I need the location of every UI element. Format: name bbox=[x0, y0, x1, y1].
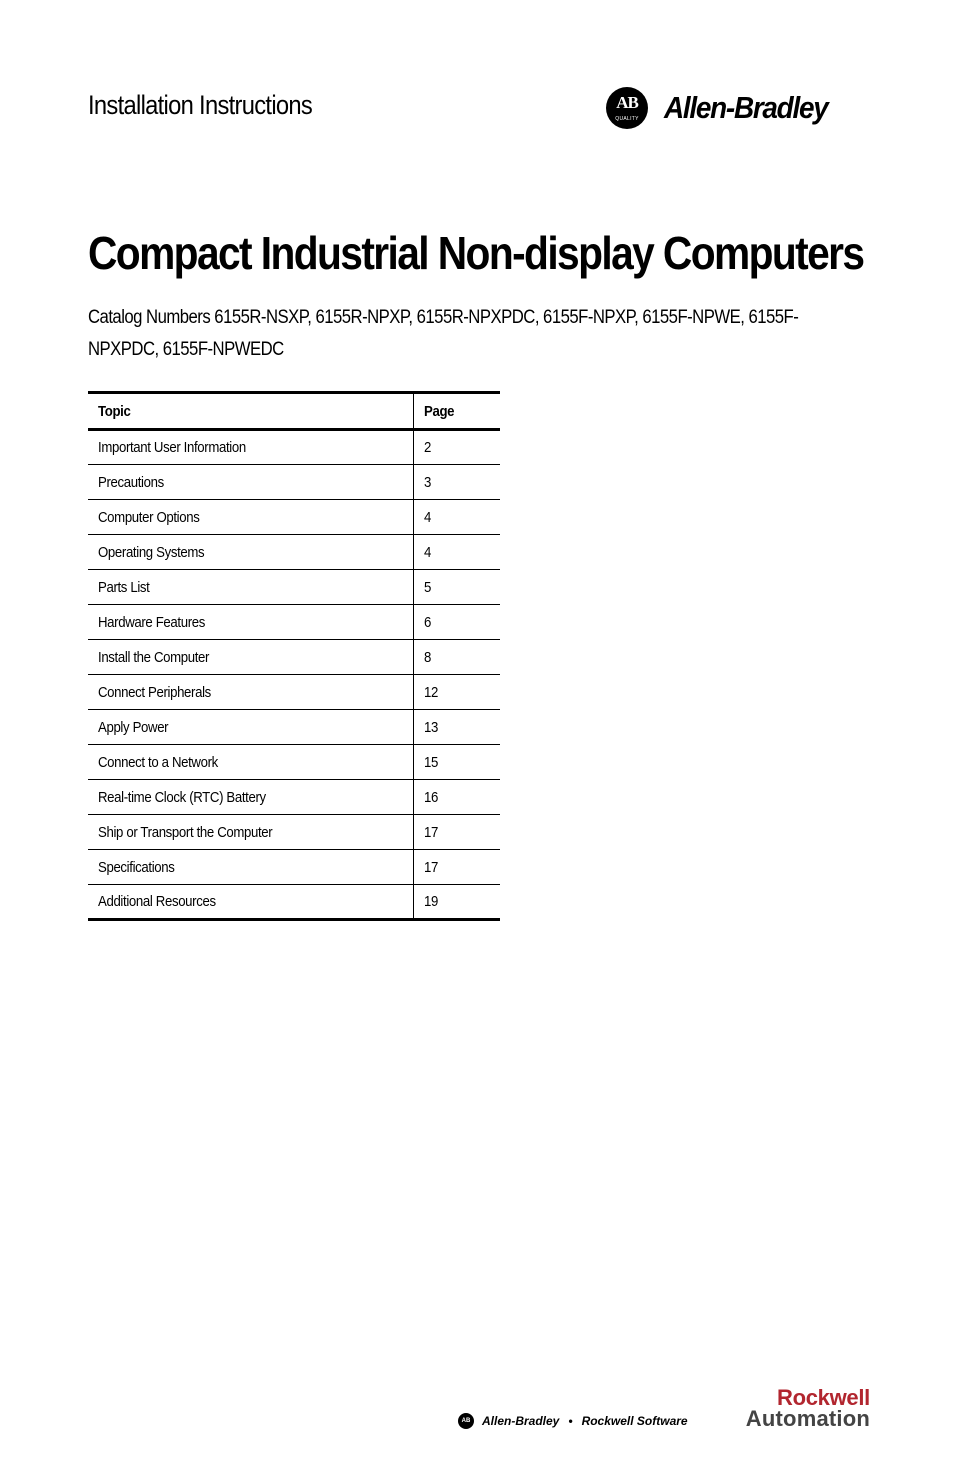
ra-logo-line-1: Rockwell bbox=[777, 1385, 870, 1410]
toc-topic[interactable]: Precautions bbox=[88, 465, 413, 500]
toc-topic[interactable]: Hardware Features bbox=[88, 605, 413, 640]
table-row[interactable] bbox=[88, 675, 500, 710]
toc-topic[interactable]: Additional Resources bbox=[88, 885, 413, 920]
document-type: Installation Instructions bbox=[88, 90, 313, 120]
toc-topic[interactable]: Install the Computer bbox=[88, 640, 413, 675]
toc-page[interactable]: 4 bbox=[413, 535, 500, 570]
table-row[interactable] bbox=[88, 570, 500, 605]
toc-topic[interactable]: Operating Systems bbox=[88, 535, 413, 570]
toc-header-topic: Topic bbox=[88, 393, 413, 430]
ab-seal-quality: QUALITY bbox=[615, 116, 639, 122]
rockwell-automation-logo bbox=[706, 1385, 870, 1431]
table-row[interactable] bbox=[88, 500, 500, 535]
brand-name: Allen-Bradley bbox=[664, 90, 828, 125]
toc-page[interactable]: 17 bbox=[413, 850, 500, 885]
catalog-numbers: Catalog Numbers 6155R-NSXP, 6155R-NPXP, 6155R-NPXPDC, 6155F-NPXP, 6155F-NPWE, 6155F-NPXPDC, 6155F-NPWEDC bbox=[88, 307, 799, 360]
toc-page[interactable]: 12 bbox=[413, 675, 500, 710]
table-row[interactable] bbox=[88, 745, 500, 780]
toc-topic[interactable]: Real-time Clock (RTC) Battery bbox=[88, 780, 413, 815]
table-row[interactable] bbox=[88, 850, 500, 885]
toc-header-page: Page bbox=[413, 393, 500, 430]
table-row[interactable] bbox=[88, 885, 500, 920]
table-row[interactable] bbox=[88, 465, 500, 500]
toc-topic[interactable]: Apply Power bbox=[88, 710, 413, 745]
ab-seal-icon bbox=[606, 87, 648, 129]
ab-mini-seal-icon: AB bbox=[458, 1413, 474, 1429]
footer-brand-line bbox=[458, 1413, 688, 1429]
table-row[interactable] bbox=[88, 605, 500, 640]
toc-topic[interactable]: Important User Information bbox=[88, 430, 413, 465]
table-row[interactable] bbox=[88, 535, 500, 570]
toc-page[interactable]: 6 bbox=[413, 605, 500, 640]
footer-brand-allen-bradley: Allen-Bradley bbox=[482, 1414, 560, 1428]
toc-page[interactable]: 17 bbox=[413, 815, 500, 850]
toc-page[interactable]: 5 bbox=[413, 570, 500, 605]
toc-page[interactable]: 2 bbox=[413, 430, 500, 465]
footer-brand-rockwell-software: Rockwell Software bbox=[581, 1414, 688, 1428]
toc-topic[interactable]: Connect Peripherals bbox=[88, 675, 413, 710]
toc-page[interactable]: 19 bbox=[413, 885, 500, 920]
toc-page[interactable]: 13 bbox=[413, 710, 500, 745]
toc-topic[interactable]: Parts List bbox=[88, 570, 413, 605]
toc-page[interactable]: 3 bbox=[413, 465, 500, 500]
table-of-contents bbox=[88, 391, 500, 921]
table-row[interactable] bbox=[88, 815, 500, 850]
allen-bradley-logo bbox=[606, 87, 846, 129]
page-title: Compact Industrial Non-display Computers bbox=[88, 227, 864, 279]
table-row[interactable] bbox=[88, 710, 500, 745]
toc-page[interactable]: 15 bbox=[413, 745, 500, 780]
toc-topic[interactable]: Ship or Transport the Computer bbox=[88, 815, 413, 850]
table-row[interactable] bbox=[88, 430, 500, 465]
toc-header-row bbox=[88, 393, 500, 430]
toc-topic[interactable]: Computer Options bbox=[88, 500, 413, 535]
toc-topic[interactable]: Specifications bbox=[88, 850, 413, 885]
toc-page[interactable]: 16 bbox=[413, 780, 500, 815]
ab-seal-letters: AB bbox=[616, 93, 638, 112]
toc-page[interactable]: 8 bbox=[413, 640, 500, 675]
toc-page[interactable]: 4 bbox=[413, 500, 500, 535]
table-row[interactable] bbox=[88, 640, 500, 675]
footer-separator: • bbox=[568, 1414, 573, 1428]
table-row[interactable] bbox=[88, 780, 500, 815]
toc-topic[interactable]: Connect to a Network bbox=[88, 745, 413, 780]
ra-logo-line-2: Automation bbox=[745, 1406, 870, 1431]
